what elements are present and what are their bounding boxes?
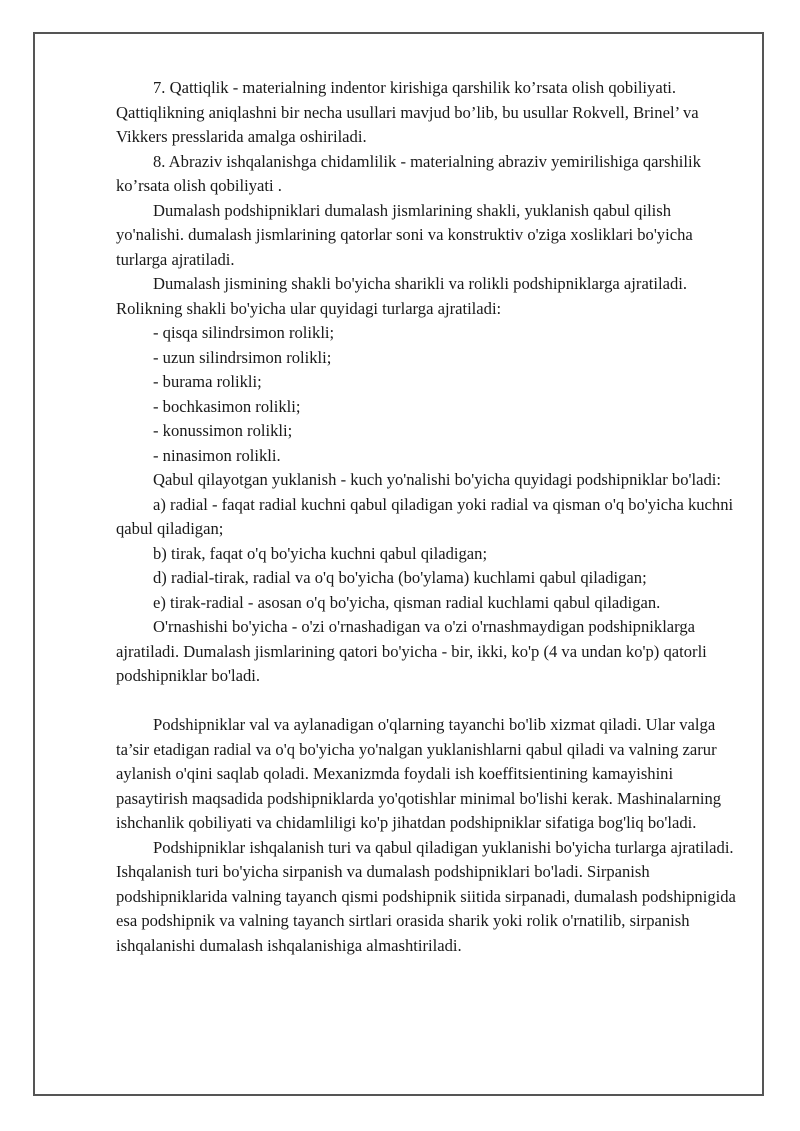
list-item: - qisqa silindrsimon rolikli; bbox=[153, 323, 335, 342]
paragraph-load-direction: Qabul qilayotgan yuklanish - kuch yo'nalishi bo'yicha quyidagi podshipniklar bo'ladi: bbox=[153, 470, 721, 489]
list-item: e) tirak-radial - asosan o'q bo'yicha, qisman radial kuchlami qabul qiladigan. bbox=[153, 592, 661, 612]
blank-line bbox=[116, 689, 738, 714]
list-item: - burama rolikli; bbox=[153, 372, 262, 391]
list-item: - ninasimon rolikli. bbox=[153, 445, 281, 465]
paragraph-rolling-bearing-classification: Dumalash podshipniklari dumalash jismlarining shakli, yuklanish qabul qilish yo'nalishi. dumalash jismlarining qatorlar soni va konstruktiv o'ziga xosliklari bo'yicha turlarga ajratiladi. bbox=[116, 200, 693, 269]
paragraph-hardness: 7. Qattiqlik - materialning indentor kirishiga qarshilik ko’rsata olish qobiliyati. Qattiqlikning aniqlashni bir necha usullari mavjud bo’lib, bu usullar Rokvell, Brinel’ va Vikkers presslarida amalga oshiriladi. bbox=[116, 78, 699, 146]
list-item: a) radial - faqat radial kuchni qabul qiladigan yoki radial va qisman o'q bo'yicha kuchni qabul qiladigan; bbox=[116, 494, 734, 538]
paragraph-rolling-body-shape: Dumalash jismining shakli bo'yicha sharikli va rolikli podshipniklarga ajratiladi. Rolikning shakli bo'yicha ular quyidagi turlarga ajratiladi: bbox=[116, 274, 688, 318]
list-item: - uzun silindrsimon rolikli; bbox=[153, 347, 332, 367]
paragraph-bearing-function: Podshipniklar val va aylanadigan o'qlarning tayanchi bo'lib xizmat qiladi. Ular valga ta’sir etadigan radial va o'q bo'yicha yo'nalgan yuklanishlarni qabul qiladi va valning zarur aylanish o'qini saqlab qoladi. Mexanizmda foydali ish koeffitsientining kamayishini pasaytirish maqsadida podshipniklarda yo'qotishlar minimal bo'lishi kerak. Mashinalarning ishchanlik qobiliyati va chidamliligi ko'p jihatdan podshipniklar sifatiga bog'liq bo'ladi. bbox=[116, 715, 722, 832]
list-item: b) tirak, faqat o'q bo'yicha kuchni qabul qiladigan; bbox=[153, 543, 488, 563]
list-item: d) radial-tirak, radial va o'q bo'yicha (bo'ylama) kuchlami qabul qiladigan; bbox=[153, 568, 647, 587]
list-item: - konussimon rolikli; bbox=[153, 421, 293, 440]
paragraph-friction-type: Podshipniklar ishqalanish turi va qabul qiladigan yuklanishi bo'yicha turlarga ajratiladi. Ishqalanish turi bo'yicha sirpanish va dumalash podshipniklari bo'ladi. Sirpanish podshipniklarida valning tayanch qismi podshipnik siitida sirpanadi, dumalash podshipnigida esa podshipnik va valning tayanch sirtlari orasida sharik yoki rolik o'rnatilib, sirpanish ishqalanishi dumalash ishqalanishiga almashtiriladi. bbox=[116, 837, 736, 955]
paragraph-self-aligning: O'rnashishi bo'yicha - o'zi o'rnashadigan va o'zi o'rnashmaydigan podshipniklarga ajratiladi. Dumalash jismlarining qatori bo'yicha - bir, ikki, ko'p (4 va undan ko'p) qatorli podshipniklar bo'ladi. bbox=[116, 617, 707, 685]
list-item: - bochkasimon rolikli; bbox=[153, 396, 301, 416]
paragraph-abrasion-resistance: 8. Abraziv ishqalanishga chidamlilik - materialning abraziv yemirilishiga qarshilik ko’rsata olish qobiliyati . bbox=[116, 151, 701, 195]
document-body bbox=[116, 76, 738, 958]
